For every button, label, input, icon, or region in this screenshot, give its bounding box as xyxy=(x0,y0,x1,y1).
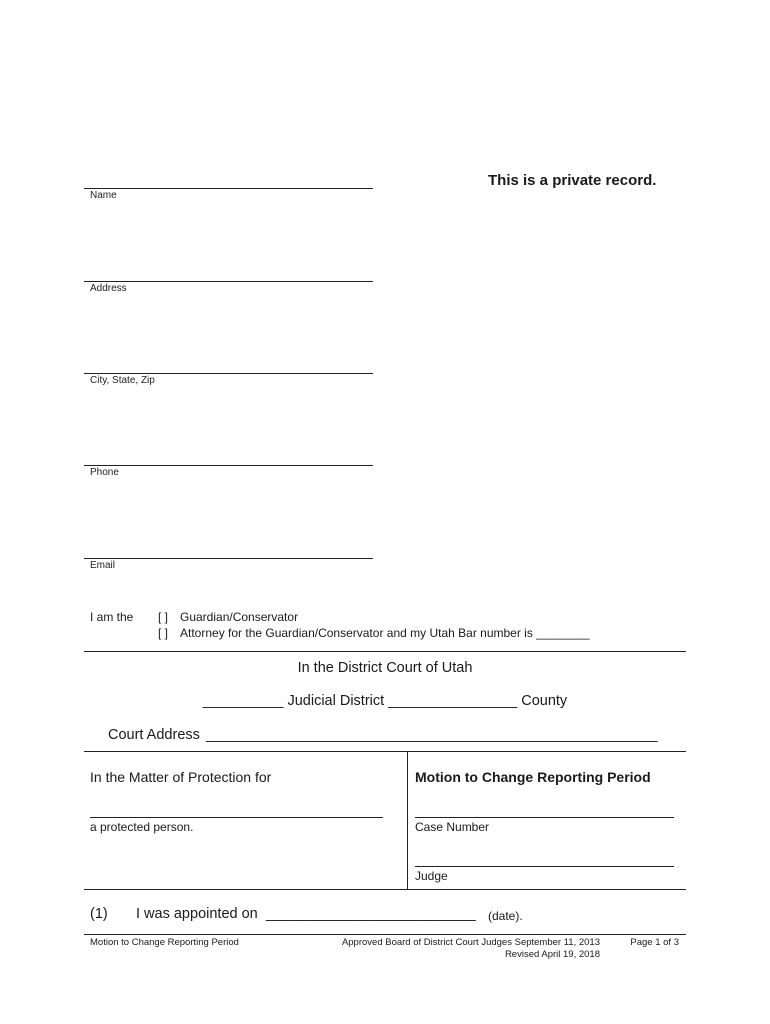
footer-page-number: Page 1 of 3 xyxy=(630,937,679,948)
address-field-line[interactable] xyxy=(84,281,373,282)
case-number-line[interactable] xyxy=(415,817,674,818)
name-field-line[interactable] xyxy=(84,188,373,189)
judge-label: Judge xyxy=(415,869,448,883)
city-state-zip-field-label: City, State, Zip xyxy=(90,375,155,386)
private-record-notice: This is a private record. xyxy=(488,172,657,189)
court-title: In the District Court of Utah xyxy=(297,660,473,676)
footer-approved: Approved Board of District Court Judges September 11, 2013 xyxy=(341,937,600,948)
protected-person-label: a protected person. xyxy=(90,820,194,834)
judge-line[interactable] xyxy=(415,866,674,867)
phone-field-line[interactable] xyxy=(84,465,373,466)
footer-form-title: Motion to Change Reporting Period xyxy=(90,937,239,948)
email-field-line[interactable] xyxy=(84,558,373,559)
case-number-label: Case Number xyxy=(415,820,490,834)
phone-field-label: Phone xyxy=(90,467,119,478)
motion-title: Motion to Change Reporting Period xyxy=(415,769,651,785)
footer-revised: Revised April 19, 2018 xyxy=(504,949,600,960)
attorney-option-label: Attorney for the Guardian/Conservator and my Utah Bar number is ________ xyxy=(180,626,590,640)
city-state-zip-field-line[interactable] xyxy=(84,373,373,374)
caption-column-divider xyxy=(407,751,408,889)
date-suffix: (date). xyxy=(488,909,523,923)
guardian-checkbox[interactable]: [ ] xyxy=(158,610,169,624)
email-field-label: Email xyxy=(90,560,116,571)
judicial-district-line[interactable]: __________ Judicial District ________________ County xyxy=(202,693,568,709)
guardian-option-label: Guardian/Conservator xyxy=(180,610,299,624)
address-field-label: Address xyxy=(90,283,127,294)
role-prefix: I am the xyxy=(90,610,134,624)
court-address-label: Court Address xyxy=(108,727,200,743)
matter-label: In the Matter of Protection for xyxy=(90,769,272,785)
caption-top-border xyxy=(84,751,686,752)
name-field-label: Name xyxy=(90,190,117,201)
statement-number: (1) xyxy=(90,906,108,922)
footer-divider xyxy=(84,934,686,935)
caption-bottom-border xyxy=(84,889,686,890)
court-address-blank[interactable]: ________________________________________________________ xyxy=(206,727,658,743)
appointed-date-blank[interactable]: __________________________ xyxy=(266,906,476,922)
statement-text: I was appointed on xyxy=(136,906,258,922)
attorney-checkbox[interactable]: [ ] xyxy=(158,626,169,640)
court-top-divider xyxy=(84,651,686,652)
protected-person-line[interactable] xyxy=(90,817,383,818)
